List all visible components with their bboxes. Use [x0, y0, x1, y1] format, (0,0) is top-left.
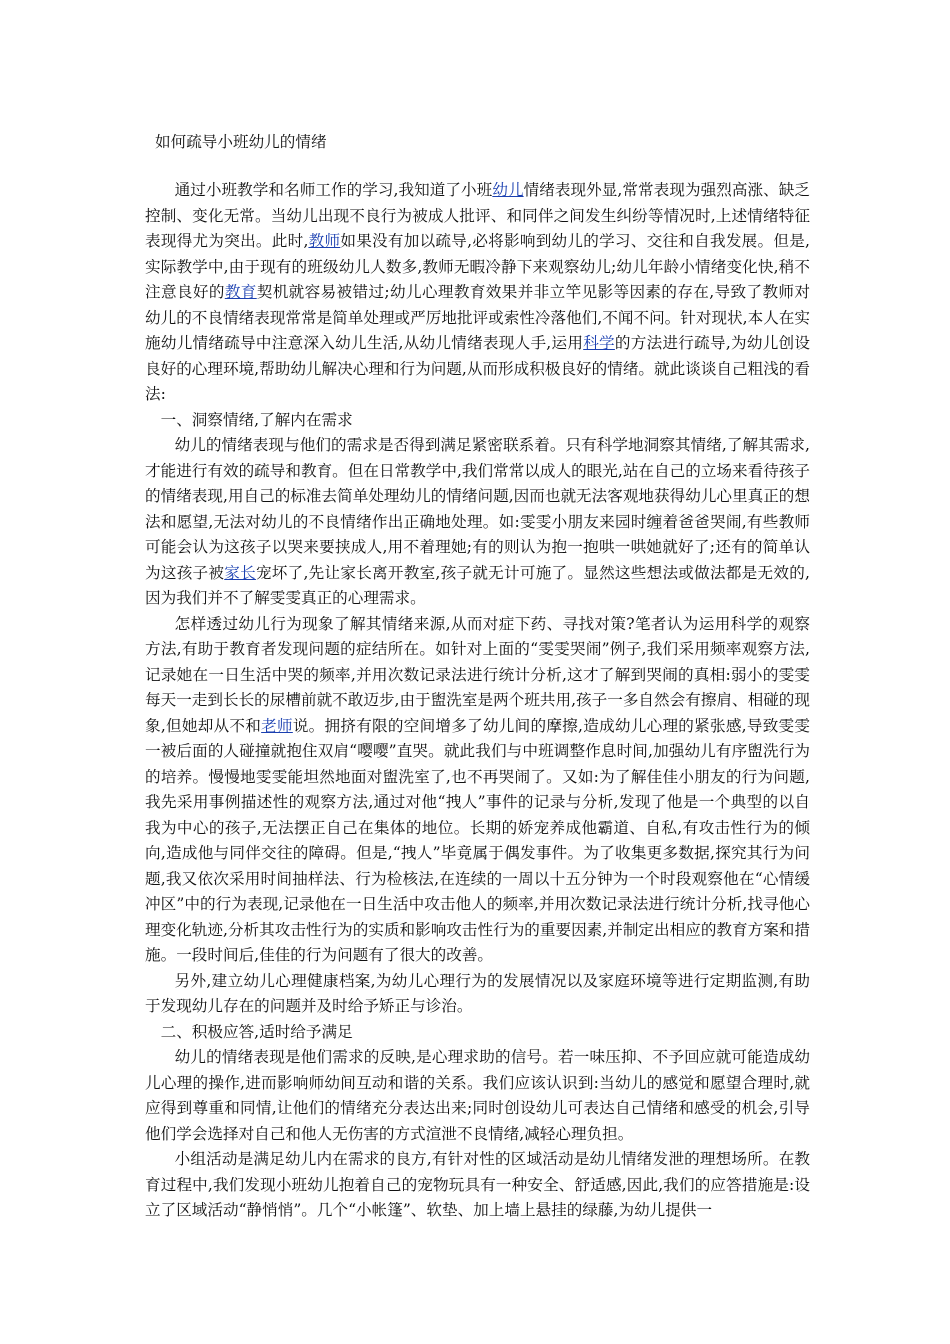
document-body [145, 178, 810, 1224]
text-run: 怎样透过幼儿行为现象了解其情绪来源,从而对症下药、寻找对策?笔者认为运用科学的观察方法,有助于教育者发现问题的症结所在。如针对上面的“雯雯哭闹”例子,我们采用频率观察方法,记录她在一日生活中哭的频率,并用次数记录法进行统计分析,这才了解到哭闹的真相:弱小的雯雯每天一走到长长的尿槽前就不敢迈步,由于盥洗室是两个班共用,孩子一多自然会有擦肩、相碰的现象,但她却从不和 [145, 614, 810, 735]
paragraph-observe-needs [145, 433, 810, 612]
paragraph-respond-needs: 幼儿的情绪表现是他们需求的反映,是心理求助的信号。若一味压抑、不予回应就可能造成幼儿心理的操作,进而影响师幼间互动和谐的关系。我们应该认识到:当幼儿的感觉和愿望合理时,就应得到尊重和同情,让他们的情绪充分表达出来;同时创设幼儿可表达自己情绪和感受的机会,引导他们学会选择对自己和他人无伤害的方式渲泄不良情绪,减轻心理负担。 [145, 1048, 810, 1143]
text-run: 宠坏了,先让家长离开教室,孩子就无计可施了。显然这些想法或做法都是无效的,因为我们并不了解雯雯真正的心理需求。 [145, 563, 810, 607]
section-heading-1: 一、洞察情绪,了解内在需求 [160, 410, 353, 429]
text-run: 通过小班教学和名师工作的学习,我知道了小班 [174, 181, 493, 199]
text-run: 情绪表现外显,常常表现为强烈高涨、缺乏控制、变化无常。当幼儿出现不良行为被成人批评、和同伴之间发生纠纷等情况时,上述情绪特征表现得尤为突出。此时, [145, 181, 810, 250]
document-title: 如何疏导小班幼儿的情绪 [155, 133, 327, 151]
paragraph-intro [145, 178, 810, 408]
link-jiaoyu[interactable]: 教育 [224, 283, 257, 301]
text-run: 契机就容易被错过;幼儿心理教育效果并非立竿见影等因素的存在,导致了教师对幼儿的不良情绪表现常常是简单处理或严厉地批评或索性冷落他们,不闻不问。针对现状,本人在实施幼儿情绪疏导中注意深入幼儿生活,从幼儿情绪表现人手,运用 [145, 283, 810, 352]
link-jiazhang[interactable]: 家长 [224, 563, 256, 582]
text-run: 幼儿的情绪表现与他们的需求是否得到满足紧密联系着。只有科学地洞察其情绪,了解其需求,才能进行有效的疏导和教育。但在日常教学中,我们常常以成人的眼光,站在自己的立场来看待孩子的情绪表现,用自己的标准去简单处理幼儿的情绪问题,因而也就无法客观地获得幼儿心里真正的想法和愿望,无法对幼儿的不良情绪作出正确地处理。如:雯雯小朋友来园时缠着爸爸哭闹,有些教师可能会认为这孩子以哭来要挟成人,用不着理她;有的则认为抱一抱哄一哄她就好了;还有的简单认为这孩子被 [145, 436, 810, 582]
link-laoshi[interactable]: 老师 [261, 716, 293, 735]
paragraph-observation-method [145, 612, 810, 969]
link-kexue[interactable]: 科学 [583, 334, 615, 352]
link-youer[interactable]: 幼儿 [492, 181, 524, 199]
paragraph-group-activity: 小组活动是满足幼儿内在需求的良方,有针对性的区域活动是幼儿情绪发泄的理想场所。在教育过程中,我们发现小班幼儿抱着自己的宠物玩具有一种安全、舒适感,因此,我们的应答措施是:设立了区域活动“静悄悄”。几个“小帐篷”、软垫、加上墙上悬挂的绿藤,为幼儿提供一 [145, 1150, 810, 1219]
link-jiaoshi[interactable]: 教师 [308, 232, 341, 250]
section-heading-2: 二、积极应答,适时给予满足 [160, 1022, 353, 1041]
text-run: 说。拥挤有限的空间增多了幼儿间的摩擦,造成幼儿心理的紧张感,导致雯雯一被后面的人碰撞就抱住双肩“嘤嘤”直哭。就此我们与中班调整作息时间,加强幼儿有序盥洗行为的培养。慢慢地雯雯能坦然地面对盥洗室了,也不再哭闹了。又如:为了解佳佳小朋友的行为问题,我先采用事例描述性的观察方法,通过对他“拽人”事件的记录与分析,发现了他是一个典型的以自我为中心的孩子,无法摆正自己在集体的地位。长期的娇宠养成他霸道、自私,有攻击性行为的倾向,造成他与同伴交往的障碍。但是,“拽人”毕竟属于偶发事件。为了收集更多数据,探究其行为问题,我又依次采用时间抽样法、行为检核法,在连续的一周以十五分钟为一个时段观察他在“心情缓冲区”中的行为表现,记录他在一日生活中攻击他人的频率,并用次数记录法进行统计分析,找寻他心理变化轨迹,分析其攻击性行为的实质和影响攻击性行为的重要因素,并制定出相应的教育方案和措施。一段时间后,佳佳的行为问题有了很大的改善。 [145, 716, 810, 964]
text-run: 如果没有加以疏导,必将影响到幼儿的学习、交往和自我发展。但是,实际教学中,由于现有的班级幼儿人数多,教师无暇冷静下来观察幼儿;幼儿年龄小情绪变化快,稍不注意良好的 [145, 232, 810, 301]
paragraph-health-records: 另外,建立幼儿心理健康档案,为幼儿心理行为的发展情况以及家庭环境等进行定期监测,有助于发现幼儿存在的问题并及时给予矫正与诊治。 [145, 971, 810, 1015]
text-run: 的方法进行疏导,为幼儿创设良好的心理环境,帮助幼儿解决心理和行为问题,从而形成积极良好的情绪。就此谈谈自己粗浅的看法: [145, 334, 810, 403]
